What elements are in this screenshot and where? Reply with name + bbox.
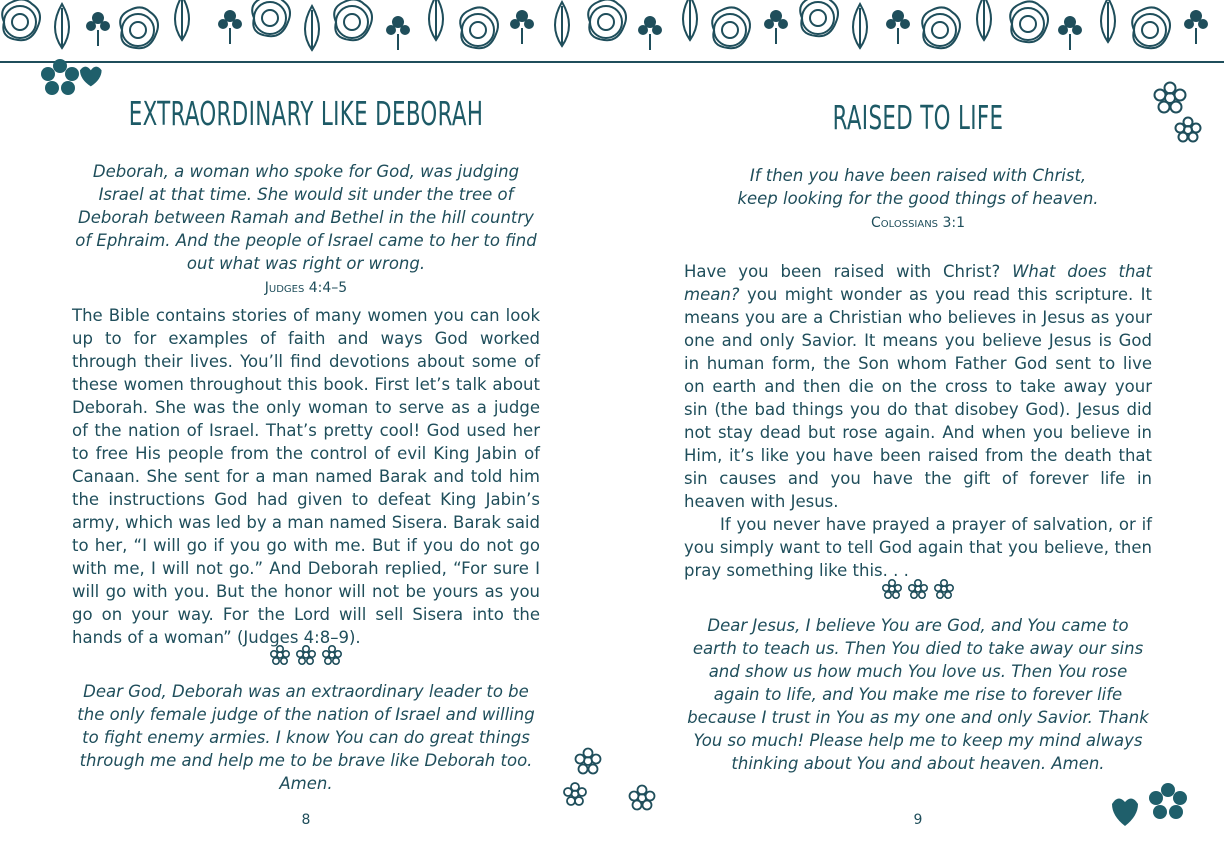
- outline-flowers-icon: [1146, 76, 1220, 150]
- scripture-verse: [684, 164, 1152, 235]
- section-ornament: [612, 578, 1224, 604]
- verse-line-1: If then you have been raised with Christ,: [749, 166, 1087, 185]
- page-number: 9: [913, 812, 923, 828]
- verse-reference: Colossians 3:1: [870, 215, 966, 231]
- outline-flower-icon: [620, 768, 660, 812]
- page-number: 8: [301, 812, 311, 828]
- verse-line-2: keep looking for the good things of heaven.: [737, 189, 1099, 208]
- verse-reference: Judges 4:4–5: [264, 280, 348, 296]
- triple-flower-icon: [268, 644, 344, 666]
- floral-pattern-icon: [0, 0, 1224, 64]
- page-title: EXTRAORDINARY LIKE DEBORAH: [128, 94, 484, 133]
- body-text: Have you been raised with Christ?: [684, 262, 1013, 281]
- floral-banner: [0, 0, 1224, 64]
- body-paragraph-1: [684, 260, 1152, 513]
- body-paragraph: The Bible contains stories of many women you can look up to for examples of faith and ways God worked through their lives. You’ll find devotions about some of these women throughout this book. First let’s talk about Deborah. She was the only woman to serve as a judge of the nation of Israel. That’s pretty cool! God used her to free His people from the control of evil King Jabin of Canaan. She sent for a man named Barak and told him the instructions God had given to defeat King Jabin’s army, which was led by a man named Sisera. Barak said to her, “I will go if you go with me. But if you do not go with me, I will not go.” And Deborah replied, “For sure I will go with you. But the honor will not be yours as you go on your way. For the Lord will sell Sisera into the hands of a woman” (Judges 4:8–9).: [72, 306, 540, 647]
- body-paragraph-2: If you never have prayed a prayer of salvation, or if you simply want to tell God again that you believe, then pray something like this. . .: [684, 515, 1152, 580]
- right-page: [612, 64, 1224, 864]
- devotion-body: [72, 304, 540, 649]
- outline-flowers-icon: [556, 744, 612, 814]
- prayer-text: Dear Jesus, I believe You are God, and You came to earth to teach us. Then You died to take away our sins and show us how much You love us. Then You rose again to life, and You make me rise to forever life because I trust in You as my one and only Savior. Thank You so much! Please help me to keep my mind always thinking about You and about heaven. Amen.: [687, 616, 1149, 773]
- section-ornament: [0, 644, 612, 670]
- scripture-verse: [72, 160, 540, 300]
- prayer-text: Dear God, Deborah was an extraordinary leader to be the only female judge of the nation of Israel and willing to fight enemy armies. I know You can do great things through me and help me to be brave like Deborah too. Amen.: [77, 682, 535, 793]
- triple-flower-icon: [880, 578, 956, 600]
- page-title: RAISED TO LIFE: [832, 98, 1004, 137]
- body-text: you might wonder as you read this scripture. It means you are a Christian who believes in Jesus as your one and only Savior. It means you believe Jesus is God in human form, the Son whom Father God sent to live on earth and then die on the cross to take away your sin (the bad things you do that disobey God). Jesus did not stay dead but rose again. And when you believe in Him, it’s like you have been raised from the death that sin causes and you have the gift of forever life in heaven with Jesus.: [684, 285, 1152, 511]
- banner-divider: [0, 61, 1224, 63]
- body-italic-text: What does that mean?: [684, 262, 1152, 304]
- left-page: [0, 64, 612, 864]
- devotion-body: [684, 260, 1152, 582]
- verse-text: Deborah, a woman who spoke for God, was judging Israel at that time. She would sit under the tree of Deborah between Ramah and Bethel in the hill country of Ephraim. And the people of Israel came to her to find out what was right or wrong.: [75, 162, 537, 273]
